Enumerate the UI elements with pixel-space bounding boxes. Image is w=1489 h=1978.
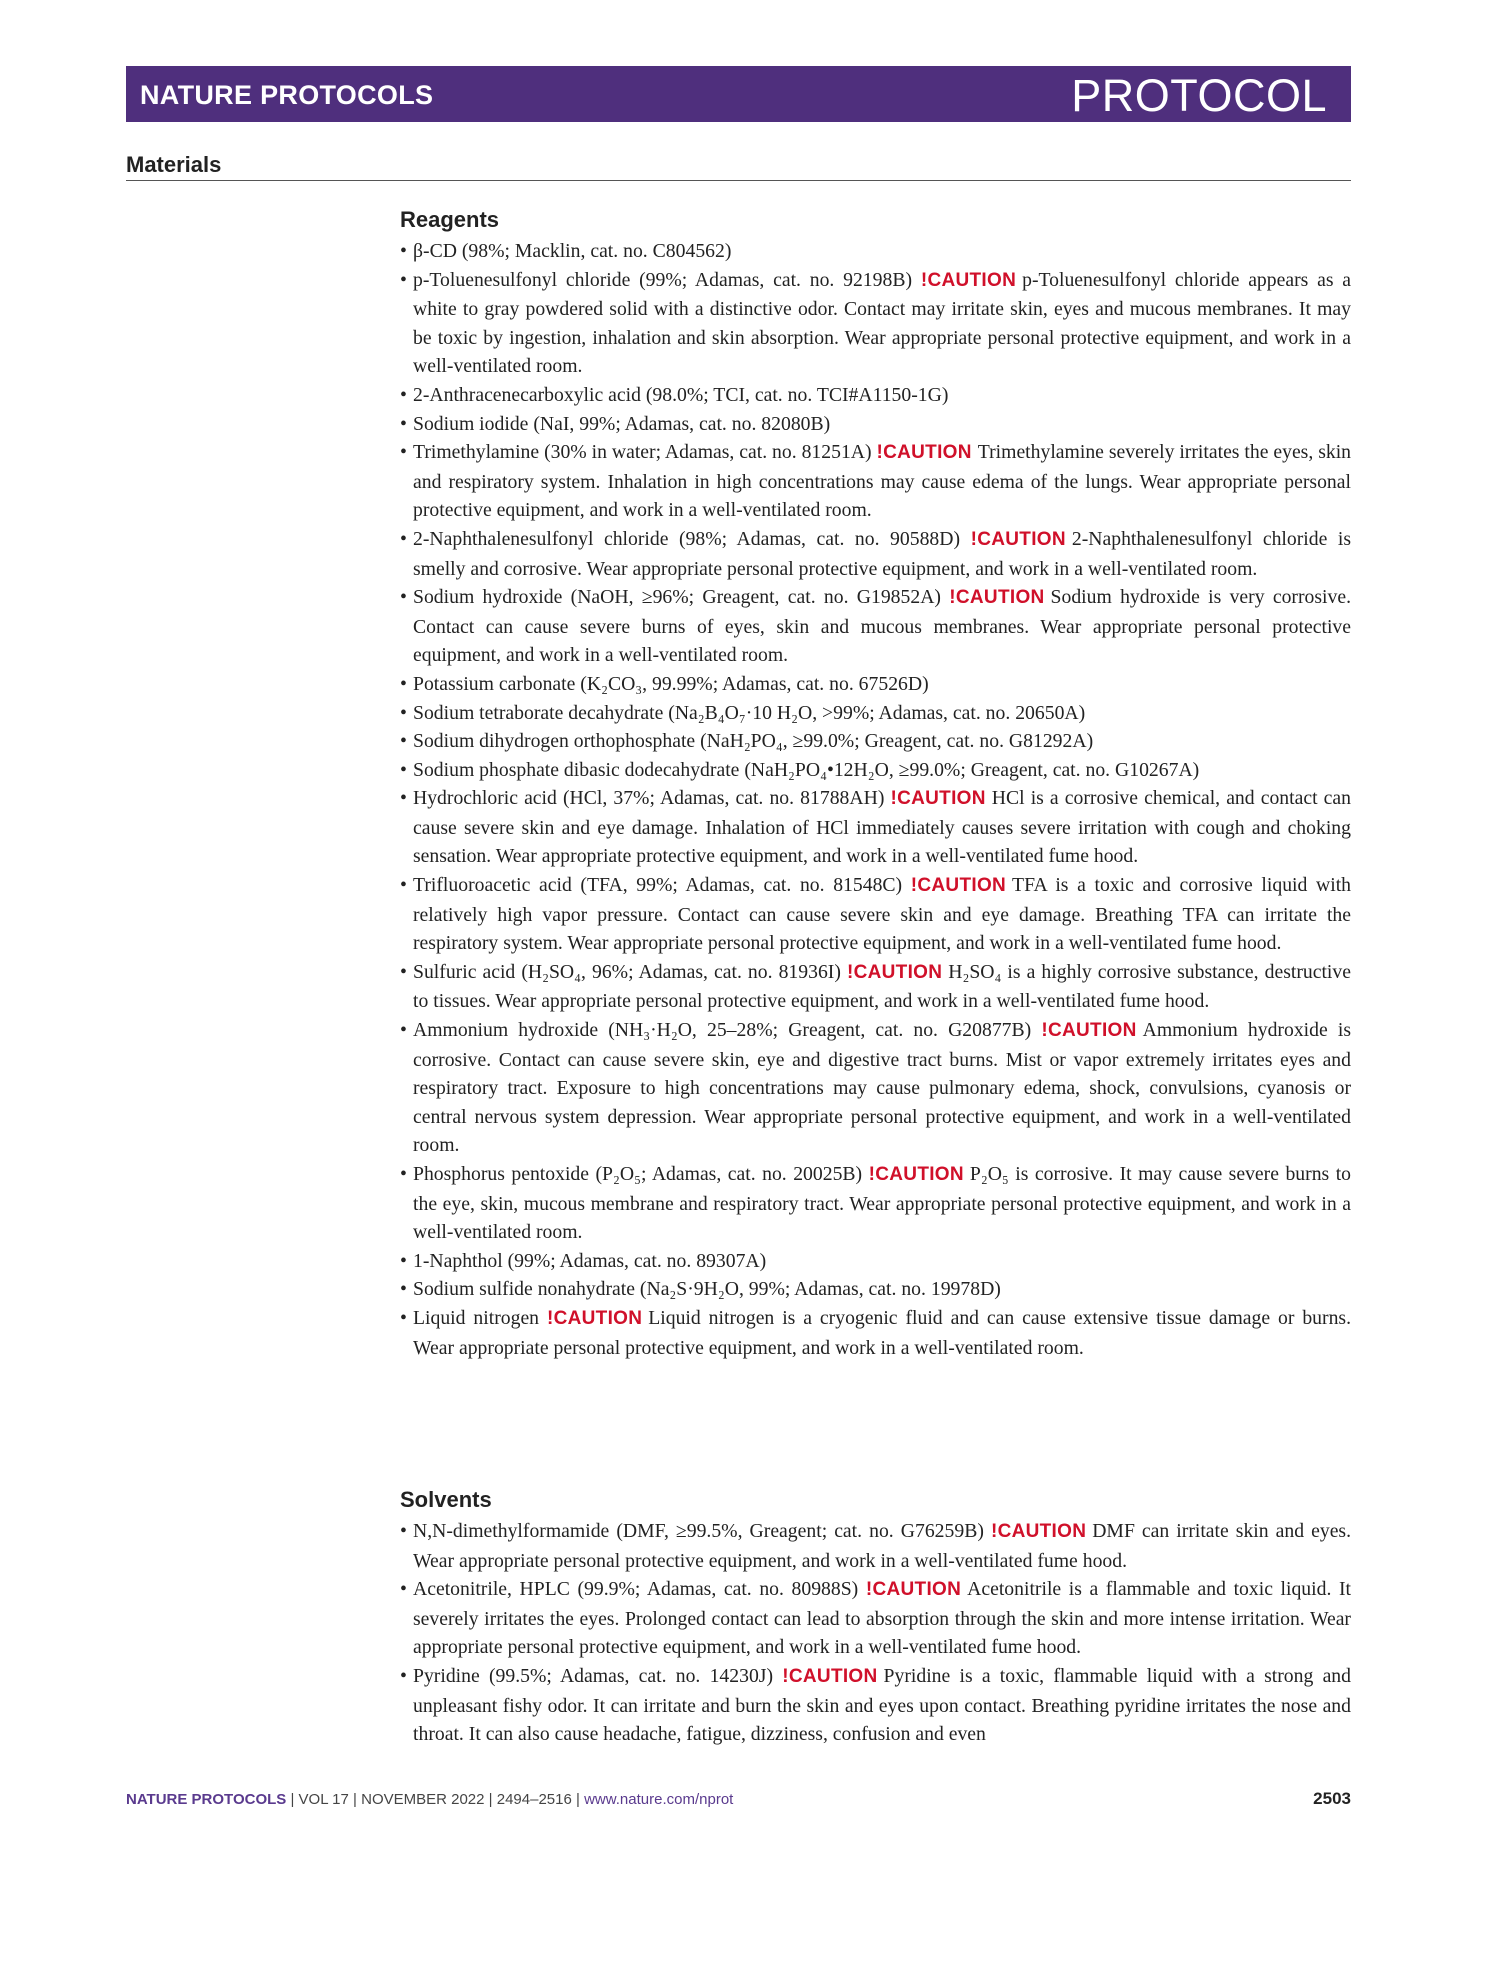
item-name: Sodium hydroxide (NaOH, ≥96%; Greagent, cat. no. G19852A) [413, 586, 941, 609]
footer-url[interactable]: www.nature.com/nprot [584, 1791, 734, 1808]
caution-label: !CAUTION [1041, 1020, 1137, 1042]
item-name: 2-Anthracenecarboxylic acid (98.0%; TCI, cat. no. TCI#A1150-1G) [413, 383, 949, 406]
list-item [400, 410, 1351, 439]
item-name: Potassium carbonate (K₂CO₃, 99.99%; Adamas, cat. no. 67526D) [413, 672, 929, 695]
caution-note: TFA is a toxic and corrosive liquid with relatively high vapor pressure. Contact can cause severe skin and eye damage. Breathing TFA can irritate the respiratory system. Wear appropriate personal protective equipment, and work in a well-ventilated fume hood. [413, 874, 1352, 955]
item-name: p-Toluenesulfonyl chloride (99%; Adamas, cat. no. 92198B) [413, 268, 913, 291]
caution-label: !CAUTION [970, 528, 1066, 550]
caution-note: Liquid nitrogen is a cryogenic fluid and can cause extensive tissue damage or burns. Wear appropriate personal protective equipment, and work in a well-ventilated room. [413, 1306, 1351, 1359]
list-item [400, 1662, 1351, 1749]
footer-separator: | [353, 1791, 357, 1808]
list-item [400, 1247, 1351, 1276]
caution-label: !CAUTION [990, 1521, 1087, 1542]
item-name: Sulfuric acid (H₂SO₄, 96%; Adamas, cat. no. 81936I) [413, 960, 841, 983]
item-name: Liquid nitrogen [413, 1306, 540, 1329]
journal-name: NATURE PROTOCOLS [140, 80, 434, 110]
list-item [400, 727, 1351, 756]
footer-separator: | [488, 1791, 493, 1808]
solvents-list [400, 1517, 1351, 1749]
list-item [400, 381, 1351, 410]
item-name: Sodium tetraborate decahydrate (Na₂B₄O₇·10 H₂O, >99%; Adamas, cat. no. 20650A) [413, 701, 1086, 724]
article-type: PROTOCOL [1071, 70, 1327, 121]
footer-separator: | [290, 1791, 295, 1808]
item-name: Sodium sulfide nonahydrate (Na₂S·9H₂O, 99%; Adamas, cat. no. 19978D) [413, 1278, 1001, 1301]
section-divider [126, 180, 1351, 181]
list-item [400, 1575, 1351, 1662]
caution-note: p-Toluenesulfonyl chloride appears as a white to gray powdered solid with a distinctive odor. Contact may irritate skin, eyes and mucous membranes. It may be toxic by ingestion, inhalation and skin absorption. Wear appropriate personal protective equipment, and work in a well-ventilated room. [413, 268, 1351, 378]
list-item [400, 525, 1351, 583]
item-name: Sodium dihydrogen orthophosphate (NaH₂PO₄, ≥99.0%; Greagent, cat. no. G81292A) [413, 730, 1094, 753]
item-name: Phosphorus pentoxide (P₂O₅; Adamas, cat. no. 20025B) [413, 1163, 863, 1185]
caution-note: Pyridine is a toxic, flammable liquid with a strong and unpleasant fishy odor. It can irritate and burn the skin and eyes upon contact. Breathing pyridine irritates the nose and throat. It can also cause headache, fatigue, dizziness, confusion and even [413, 1664, 1351, 1746]
list-item [400, 237, 1351, 266]
caution-label: !CAUTION [910, 875, 1007, 897]
reagents-section [400, 203, 1351, 1362]
list-item [400, 699, 1351, 728]
caution-note: H₂SO₄ is a highly corrosive substance, destructive to tissues. Wear appropriate personal protective equipment, and work in a well-ventilated fume hood. [413, 960, 1351, 1013]
item-name: 2-Naphthalenesulfonyl chloride (98%; Adamas, cat. no. 90588D) [413, 527, 961, 550]
caution-note: Trimethylamine severely irritates the eyes, skin and respiratory system. Inhalation in high concentrations may cause edema of the lungs. Wear appropriate personal protective equipment, and work in a well-ventilated room. [413, 441, 1352, 522]
item-name: Trifluoroacetic acid (TFA, 99%; Adamas, cat. no. 81548C) [413, 874, 903, 897]
caution-label: !CAUTION [949, 587, 1045, 609]
footer-separator: | [576, 1791, 580, 1808]
list-item [400, 1275, 1351, 1304]
item-name: Acetonitrile, HPLC (99.9%; Adamas, cat. no. 80988S) [413, 1578, 859, 1601]
journal-banner [126, 66, 1351, 122]
list-item [400, 438, 1351, 525]
item-name: β-CD (98%; Macklin, cat. no. C804562) [413, 240, 732, 262]
caution-label: !CAUTION [868, 1164, 964, 1185]
caution-note: HCl is a corrosive chemical, and contact can cause severe skin and eye damage. Inhalation of HCl immediately causes severe irritation with cough and choking sensation. Wear appropriate protective equipment, and work in a well-ventilated fume hood. [413, 787, 1351, 868]
footer-journal: NATURE PROTOCOLS [126, 1791, 287, 1808]
caution-label: !CAUTION [865, 1579, 962, 1601]
item-name: Hydrochloric acid (HCl, 37%; Adamas, cat. no. 81788AH) [413, 787, 885, 810]
caution-note: Sodium hydroxide is very corrosive. Contact can cause severe burns of eyes, skin and mucous membranes. Wear appropriate personal protective equipment, and work in a well-ventilated room. [413, 586, 1352, 667]
footer-date: NOVEMBER 2022 [361, 1791, 485, 1808]
list-item [400, 958, 1351, 1016]
reagents-list [400, 237, 1351, 1362]
list-item [400, 670, 1351, 699]
caution-label: !CAUTION [546, 1307, 643, 1329]
caution-label: !CAUTION [890, 788, 986, 810]
item-name: Pyridine (99.5%; Adamas, cat. no. 14230J) [413, 1664, 774, 1687]
list-item [400, 1016, 1351, 1160]
list-item [400, 871, 1351, 958]
item-name: Sodium iodide (NaI, 99%; Adamas, cat. no. 82080B) [413, 412, 831, 435]
item-name: Ammonium hydroxide (NH₃·H₂O, 25–28%; Greagent, cat. no. G20877B) [413, 1019, 1032, 1042]
list-item [400, 756, 1351, 785]
footer-volume: VOL 17 [298, 1791, 349, 1808]
item-name: Sodium phosphate dibasic dodecahydrate (NaH₂PO₄•12H₂O, ≥99.0%; Greagent, cat. no. G10267A) [413, 758, 1200, 781]
caution-note: 2-Naphthalenesulfonyl chloride is smelly and corrosive. Wear appropriate personal protective equipment, and work in a well-ventilated room. [413, 527, 1352, 580]
list-item [400, 583, 1351, 670]
list-item [400, 1517, 1351, 1575]
section-title: Materials [126, 152, 222, 177]
caution-note: P₂O₅ is corrosive. It may cause severe burns to the eye, skin, mucous membrane and respiratory tract. Wear appropriate personal protective equipment, and work in a well-ventilated room. [413, 1163, 1352, 1244]
caution-note: Ammonium hydroxide is corrosive. Contact can cause severe skin, eye and digestive tract burns. Mist or vapor extremely irritates eyes and respiratory tract. Exposure to high concentrations may cause pulmonary edema, shock, convulsions, cyanosis or central nervous system depression. Wear appropriate personal protective equipment, and work in a well-ventilated room. [413, 1019, 1351, 1157]
list-item [400, 1160, 1351, 1247]
footer-pages: 2494–2516 [496, 1791, 572, 1808]
list-item [400, 1304, 1351, 1362]
item-name: N,N-dimethylformamide (DMF, ≥99.5%, Greagent; cat. no. G76259B) [413, 1520, 984, 1542]
solvents-title: Solvents [400, 1487, 492, 1512]
list-item [400, 784, 1351, 871]
caution-label: !CAUTION [920, 269, 1017, 291]
page-number: 2503 [1313, 1789, 1351, 1808]
item-name: Trimethylamine (30% in water; Adamas, cat. no. 81251A) [413, 441, 872, 464]
caution-label: !CAUTION [782, 1665, 878, 1687]
list-item [400, 266, 1351, 381]
reagents-title: Reagents [400, 207, 500, 232]
caution-note: DMF can irritate skin and eyes. Wear appropriate personal protective equipment, and work in a well-ventilated fume hood. [413, 1520, 1352, 1572]
item-name: 1-Naphthol (99%; Adamas, cat. no. 89307A) [413, 1249, 767, 1272]
caution-note: Acetonitrile is a flammable and toxic liquid. It severely irritates the eyes. Prolonged contact can lead to absorption through the skin and more intense irritation. Wear appropriate personal protective equipment, and work in a well-ventilated fume hood. [413, 1578, 1352, 1659]
caution-label: !CAUTION [846, 961, 943, 983]
solvents-section [400, 1483, 1351, 1749]
page-footer [126, 1791, 733, 1808]
caution-label: !CAUTION [876, 442, 972, 464]
